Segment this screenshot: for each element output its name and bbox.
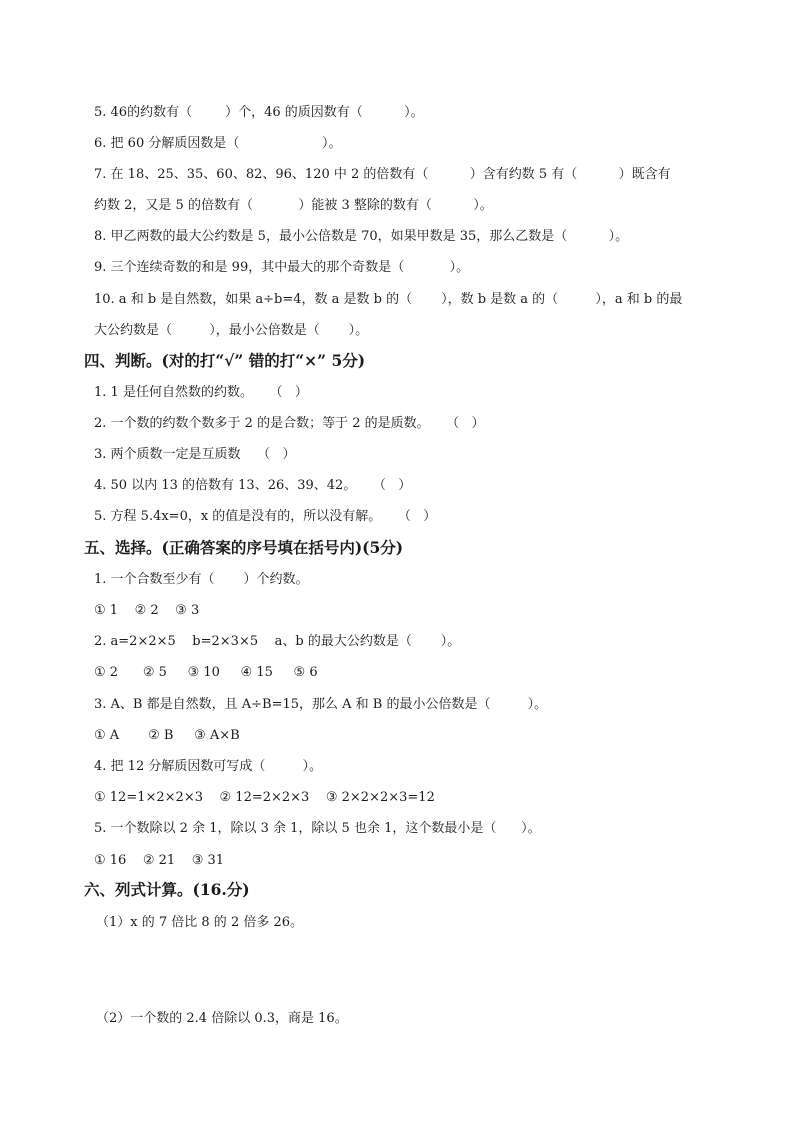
fill-in-item-7-continued: 约数 2，又是 5 的倍数有（ ）能被 3 整除的数有（ ）。 bbox=[94, 198, 493, 213]
judge-item-4: 4. 50 以内 13 的倍数有 13、26、39、42。 （ ） bbox=[94, 478, 412, 493]
choice-options-4: ① 12=1×2×2×3 ② 12=2×2×3 ③ 2×2×2×3=12 bbox=[94, 790, 435, 805]
choice-question-4: 4. 把 12 分解质因数可写成（ ）。 bbox=[94, 759, 323, 774]
fill-in-item-6: 6. 把 60 分解质因数是（ ）。 bbox=[94, 136, 342, 151]
section-5-heading: 五、选择。(正确答案的序号填在括号内)(5分) bbox=[84, 538, 404, 557]
judge-item-3: 3. 两个质数一定是互质数 （ ） bbox=[94, 447, 296, 462]
choice-options-5: ① 16 ② 21 ③ 31 bbox=[94, 853, 225, 868]
calc-problem-1: （1）x 的 7 倍比 8 的 2 倍多 26。 bbox=[96, 915, 304, 930]
calc-problem-2: （2）一个数的 2.4 倍除以 0.3，商是 16。 bbox=[96, 1011, 348, 1026]
choice-options-2: ① 2 ② 5 ③ 10 ④ 15 ⑤ 6 bbox=[94, 665, 318, 680]
choice-question-2: 2. a=2×2×5 b=2×3×5 a、b 的最大公约数是（ ）。 bbox=[94, 634, 461, 649]
fill-in-item-10: 10. a 和 b 是自然数，如果 a÷b=4，数 a 是数 b 的（ ），数 b 是数 a 的（ ），a 和 b 的最 bbox=[94, 292, 683, 307]
fill-in-item-7: 7. 在 18、25、35、60、82、96、120 中 2 的倍数有（ ）含有约数 5 有（ ）既含有 bbox=[94, 167, 671, 182]
fill-in-item-8: 8. 甲乙两数的最大公约数是 5，最小公倍数是 70，如果甲数是 35，那么乙数是（ ）。 bbox=[94, 229, 629, 244]
choice-options-3: ① A ② B ③ A×B bbox=[94, 728, 240, 743]
choice-question-3: 3. A、B 都是自然数，且 A÷B=15，那么 A 和 B 的最小公倍数是（ ）。 bbox=[94, 697, 548, 712]
choice-question-5: 5. 一个数除以 2 余 1，除以 3 余 1，除以 5 也余 1，这个数最小是（ ）。 bbox=[94, 821, 541, 836]
section-6-heading: 六、列式计算。(16.分) bbox=[84, 880, 250, 899]
judge-item-2: 2. 一个数的约数个数多于 2 的是合数；等于 2 的是质数。 （ ） bbox=[94, 416, 485, 431]
judge-item-5: 5. 方程 5.4x=0，x 的值是没有的，所以没有解。 （ ） bbox=[94, 509, 437, 524]
section-4-heading: 四、判断。(对的打“√” 错的打“×” 5分) bbox=[84, 351, 366, 370]
fill-in-item-5: 5. 46的约数有（ ）个，46 的质因数有（ ）。 bbox=[94, 105, 424, 120]
fill-in-item-10-continued: 大公约数是（ ），最小公倍数是（ ）。 bbox=[94, 323, 369, 338]
choice-question-1: 1. 一个合数至少有（ ）个约数。 bbox=[94, 572, 309, 587]
fill-in-item-9: 9. 三个连续奇数的和是 99，其中最大的那个奇数是（ ）。 bbox=[94, 260, 470, 275]
judge-item-1: 1. 1 是任何自然数的约数。 （ ） bbox=[94, 385, 308, 400]
choice-options-1: ① 1 ② 2 ③ 3 bbox=[94, 603, 200, 618]
